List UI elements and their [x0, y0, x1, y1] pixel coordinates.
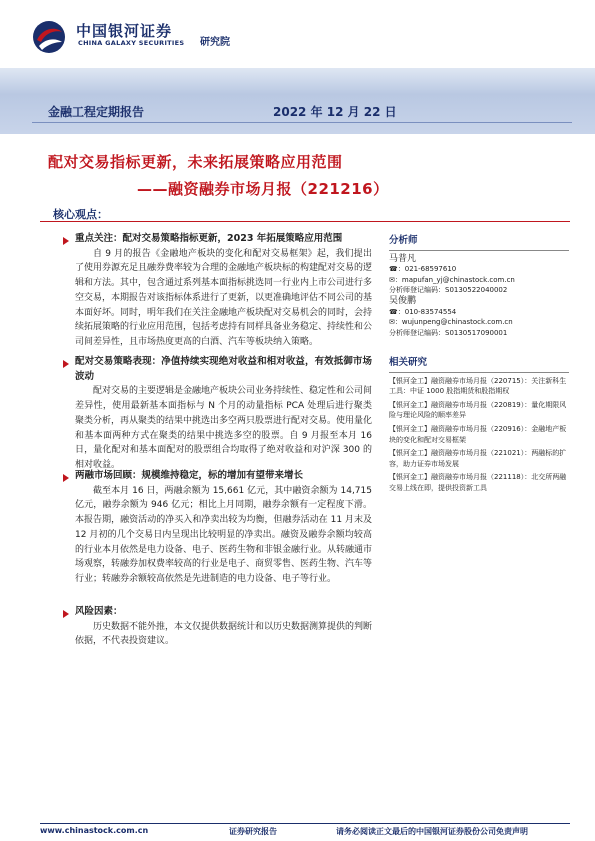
section-market: [75, 469, 372, 587]
section-focus: [75, 232, 372, 350]
bullet-icon: [63, 237, 69, 245]
report-title: 配对交易指标更新，未来拓展策略应用范围: [48, 153, 343, 171]
email-icon: ✉：: [389, 318, 402, 327]
section-paragraph: 自 9 月的报告《金融地产板块的变化和配对交易框架》起，我们提出了使用券源充足且融券费率较为合理的金融地产板块标的构建配对交易的逻辑和方法。其中，包含通过系列基本面指标挑选同一行业内上市公司进行多空交易，本期报告对该指标体系进行了更新，以更准确地评估不同公司的基本面好坏。同时，明年我们在关注金融地产板块配对交易机会的同时，会持续拓展策略的行业应用范围，包括考虑持有同样具备业务稳定、持续性和公司间差异性，且市场热度更高的白酒、汽车等板块纳入策略。: [75, 248, 373, 347]
brand-name-en: CHINA GALAXY SECURITIES: [78, 39, 185, 47]
footer-label: 证券研究报告: [229, 827, 277, 836]
analyst-panel: [389, 236, 569, 338]
brand-logo-icon: [32, 20, 66, 54]
core-divider: [40, 221, 570, 222]
analyst-cert: 分析师登记编码：S0130517090001: [389, 328, 508, 337]
related-item[interactable]: 【银河金工】融资融券市场月报（221021）：两融标的扩容，助力证券市场发展: [389, 449, 567, 468]
bullet-icon: [63, 474, 69, 482]
related-item[interactable]: 【银河金工】融资融券市场月报（220715）：关注新科生工具：中证 1000 股指期货和股指期权: [389, 376, 567, 396]
email-icon: ✉：: [389, 275, 402, 284]
section-heading: 两融市场回顾：规模维持稳定，标的增加有望带来增长: [75, 470, 304, 481]
section-heading: 风险因素：: [75, 606, 123, 617]
divider: [389, 250, 569, 251]
institute-label: 研究院: [200, 37, 230, 48]
section-paragraph: 截至本月 16 日，两融余额为 15,661 亿元，其中融资余额为 14,715 亿元，融券余额为 946 亿元；相比上月同期，融券余额有一定程度下滑。本报告期，融资活动的净买入和净卖出较为均衡，但融券活动在 11 月末及 12 月初的几个交易日内呈现出比较明显的净卖出。融资及融券余额均较高的行业本月依然是电力设备、电子、医药生物和非银金融行业。从转融通市场观察，转融券加权费率较高的行业是电子、商贸零售、医药生物、汽车等行业；转融券余额较高依然是先进制造的电力设备、电子等行业。: [75, 485, 373, 584]
footer-url-link[interactable]: www.chinastock.com.cn: [40, 826, 149, 835]
phone-icon: ☎：: [389, 307, 405, 316]
related-heading: 相关研究: [389, 357, 428, 368]
header-banner: [0, 68, 595, 134]
banner-divider: [32, 122, 572, 123]
bullet-icon: [63, 360, 69, 368]
analyst-email[interactable]: ✉：wujunpeng@chinastock.com.cn: [389, 318, 513, 327]
related-research-panel: [389, 358, 569, 497]
divider: [389, 372, 569, 373]
section-strategy: [75, 355, 372, 473]
section-risk: [75, 605, 372, 649]
section-paragraph: 配对交易的主要逻辑是金融地产板块公司业务持续性、稳定性和公司间差异性，使用最新基本面指标与 N 个月的动量指标 PCA 处理后进行聚类聚类分析，再从聚类的结果中挑选出多空两只股票进行配对交易。使用量化和基本面两种方式在聚类的结果中挑选多空的股票。自 9 月报至本月 16 日，量化配对和基本面配对的股票组合均取得了绝对收益和对沪深 300 的相对收益。: [75, 386, 373, 470]
bullet-icon: [63, 610, 69, 618]
footer-disclaimer: 请务必阅读正文最后的中国银河证券股份公司免责声明: [336, 827, 528, 836]
related-item[interactable]: 【银河金工】融资融券市场月报（221118）：北交所两融交易上线在即，提供投资新工具: [389, 473, 567, 492]
brand-name: 中国银河证券: [76, 22, 173, 40]
analyst-phone: ☎：021-68597610: [389, 265, 457, 274]
analyst-name: 马普凡: [389, 253, 417, 264]
analyst-heading: 分析师: [389, 235, 418, 246]
analyst-email[interactable]: ✉：mapufan_yj@chinastock.com.cn: [389, 275, 515, 284]
analyst-cert: 分析师登记编码：S0130522040002: [389, 286, 508, 295]
related-item[interactable]: 【银河金工】融资融券市场月报（220916）：金融地产板块的变化和配对交易框架: [389, 424, 567, 444]
section-paragraph: 历史数据不能外推，本文仅提供数据统计和以历史数据测算提供的判断依据，不代表投资建议。: [75, 621, 373, 647]
section-heading: 重点关注：配对交易策略指标更新，2023 年拓展策略应用范围: [75, 233, 343, 244]
phone-icon: ☎：: [389, 265, 405, 274]
related-item[interactable]: 【银河金工】融资融券市场月报（220819）：量化期限风险与理论风险的顺率差异: [389, 400, 567, 420]
core-label: 核心观点：: [53, 208, 108, 221]
footer-divider: [40, 823, 570, 824]
report-date: 2022 年 12 月 22 日: [273, 105, 397, 119]
section-heading: 配对交易策略表现：净值持续实现绝对收益和相对收益，有效抵御市场波动: [75, 356, 372, 382]
report-subtitle: ——融资融券市场月报（221216）: [137, 180, 389, 198]
analyst-phone: ☎：010-83574554: [389, 307, 457, 316]
report-type: 金融工程定期报告: [48, 105, 145, 119]
analyst-name: 吴俊鹏: [389, 295, 417, 306]
